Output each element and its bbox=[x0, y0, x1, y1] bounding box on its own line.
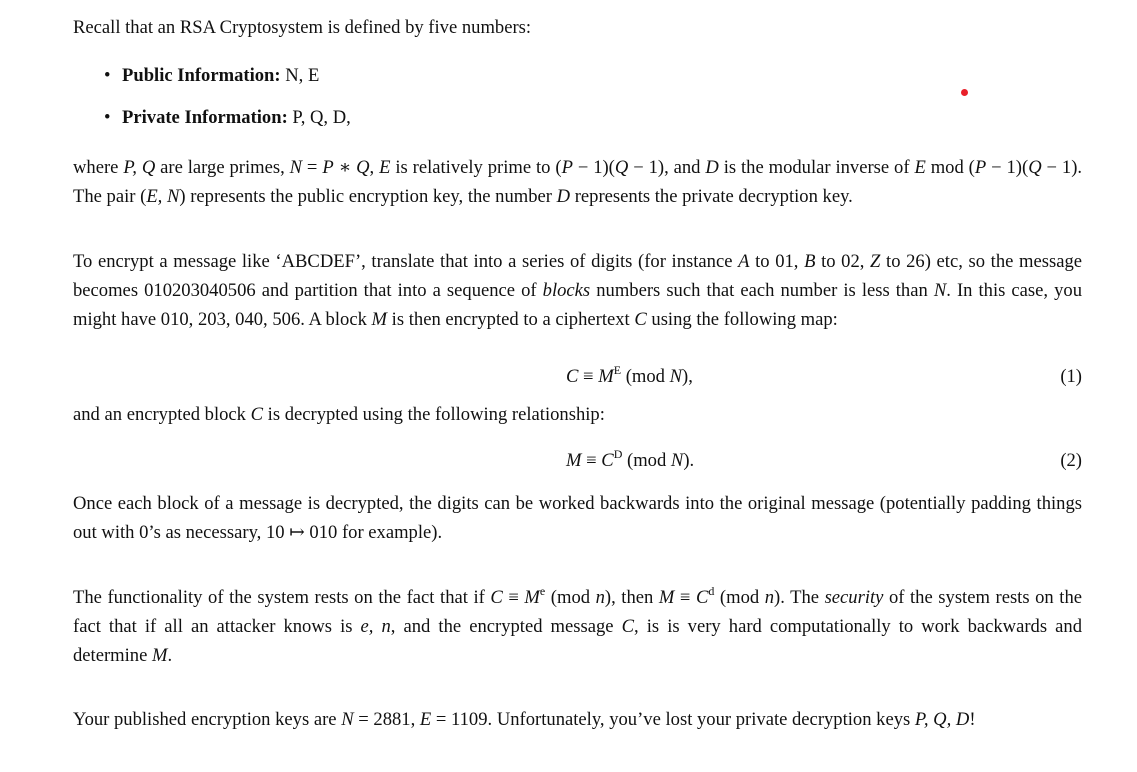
math-exponent: e bbox=[539, 584, 546, 598]
math-symbol: P, Q bbox=[123, 157, 156, 178]
bullet-value: P, Q, D, bbox=[287, 107, 351, 128]
text-run: − 1). The pair ( bbox=[73, 157, 1083, 207]
text-run: where bbox=[73, 157, 124, 178]
math-symbol: D bbox=[556, 186, 571, 207]
math-symbol: P bbox=[974, 157, 987, 178]
text-run: of the system rests on the fact that if all an attacker knows is bbox=[73, 587, 1082, 637]
text-run: − 1), and bbox=[628, 157, 706, 178]
math-symbol: P, Q, D bbox=[914, 709, 970, 730]
math-symbol: Q bbox=[356, 157, 370, 178]
bullet-public-info bbox=[104, 61, 319, 90]
text-run: To encrypt a message like ‘ABCDEF’, translate that into a series of digits (for instance bbox=[73, 251, 739, 272]
math-symbol: M bbox=[566, 450, 582, 471]
math-symbol: N bbox=[670, 450, 684, 471]
text-run: The functionality of the system rests on the fact that if bbox=[73, 587, 491, 608]
math-symbol: N bbox=[933, 280, 947, 301]
text-run: ), bbox=[682, 366, 693, 387]
math-symbol: E, N bbox=[146, 186, 180, 207]
math-symbol: A bbox=[738, 251, 750, 272]
text-run: is the modular inverse of bbox=[718, 157, 915, 178]
text-run: . bbox=[167, 645, 173, 666]
bullet-label: Private Information: bbox=[122, 107, 288, 128]
bullet-icon: • bbox=[104, 107, 111, 128]
equation-number: (2) bbox=[1060, 450, 1082, 471]
math-symbol: C bbox=[601, 450, 614, 471]
text-run: numbers such that each number is less than bbox=[590, 280, 934, 301]
paragraph-padding bbox=[73, 489, 1082, 547]
text-run: is relatively prime to ( bbox=[390, 157, 562, 178]
text-run: ), then bbox=[604, 587, 659, 608]
text-run: Recall that an RSA Cryptosystem is defined by five numbers: bbox=[73, 17, 532, 38]
text-run: to 26) etc, so the message becomes 010203040506 and partition that into a sequence of bbox=[73, 251, 1082, 301]
bullet-private-info bbox=[104, 103, 351, 132]
text-run: are large primes, bbox=[155, 157, 290, 178]
math-symbol: Q bbox=[1028, 157, 1042, 178]
math-exponent: D bbox=[613, 447, 623, 461]
math-symbol: blocks bbox=[542, 280, 591, 301]
math-symbol: C bbox=[634, 309, 647, 330]
math-symbol: E bbox=[419, 709, 432, 730]
text-run: ). bbox=[683, 450, 695, 471]
math-symbol: e, n bbox=[360, 616, 391, 637]
text-run: represents the private decryption key. bbox=[570, 186, 853, 207]
math-symbol: D bbox=[705, 157, 719, 178]
math-symbol: E bbox=[914, 157, 926, 178]
math-symbol: Q bbox=[614, 157, 629, 178]
paragraph-encryption bbox=[73, 247, 1082, 334]
paragraph-keys bbox=[73, 705, 1082, 734]
text-run: Once each block of a message is decrypted, the digits can be worked backwards into the original message (potentially padding things out with 0’s as necessary, 10 ↦ 010 for example). bbox=[73, 493, 1082, 543]
math-symbol: M bbox=[152, 645, 168, 666]
bullet-value: N, E bbox=[280, 65, 320, 86]
text-run: (mod bbox=[714, 587, 765, 608]
intro-text bbox=[73, 13, 1082, 42]
math-symbol: n bbox=[764, 587, 775, 608]
math-symbol: Z bbox=[870, 251, 881, 272]
text-run: , is is very hard computationally to work backwards and determine bbox=[73, 616, 1082, 666]
math-exponent: d bbox=[708, 584, 715, 598]
math-symbol: C bbox=[566, 366, 579, 387]
text-run: , bbox=[369, 157, 380, 178]
equation-1 bbox=[73, 362, 1082, 391]
math-symbol: B bbox=[804, 251, 816, 272]
text-run: ). The bbox=[774, 587, 825, 608]
math-symbol: n bbox=[595, 587, 605, 608]
math-symbol: C bbox=[621, 616, 635, 637]
text-run: − 1)( bbox=[572, 157, 615, 178]
text-run: ≡ bbox=[581, 450, 602, 471]
text-run: = bbox=[302, 157, 323, 178]
math-symbol: C bbox=[490, 587, 503, 608]
text-run: = 1109. Unfortunately, you’ve lost your private decryption keys bbox=[431, 709, 915, 730]
math-symbol: M bbox=[658, 587, 675, 608]
text-run: . In this case, you might have 010, 203, 040, 506. A block bbox=[73, 280, 1082, 330]
text-run: is then encrypted to a ciphertext bbox=[387, 309, 635, 330]
text-run: = 2881, bbox=[353, 709, 420, 730]
math-symbol: security bbox=[824, 587, 884, 608]
text-run: ! bbox=[969, 709, 976, 730]
paragraph-definitions bbox=[73, 153, 1082, 211]
text-run: ∗ bbox=[333, 157, 357, 178]
math-symbol: M bbox=[524, 587, 540, 608]
text-run: mod ( bbox=[925, 157, 975, 178]
text-run: and an encrypted block bbox=[73, 404, 251, 425]
red-dot-marker bbox=[961, 89, 968, 96]
equation-body bbox=[566, 362, 693, 391]
equation-number: (1) bbox=[1060, 366, 1082, 387]
text-run: (mod bbox=[621, 366, 670, 387]
math-symbol: N bbox=[669, 366, 682, 387]
text-run: , and the encrypted message bbox=[390, 616, 622, 637]
text-run: − 1)( bbox=[986, 157, 1029, 178]
equation-body bbox=[566, 446, 694, 475]
math-symbol: M bbox=[371, 309, 388, 330]
math-symbol: C bbox=[250, 404, 264, 425]
math-symbol: N bbox=[289, 157, 303, 178]
text-run: to 02, bbox=[815, 251, 871, 272]
text-run: (mod bbox=[622, 450, 671, 471]
paragraph-decryption bbox=[73, 400, 1082, 429]
equation-2 bbox=[73, 446, 1082, 475]
text-run: (mod bbox=[545, 587, 596, 608]
bullet-label: Public Information: bbox=[122, 65, 281, 86]
text-run: ≡ bbox=[674, 587, 696, 608]
text-run: using the following map: bbox=[646, 309, 838, 330]
math-symbol: N bbox=[341, 709, 354, 730]
math-symbol: P bbox=[561, 157, 573, 178]
text-run: ≡ bbox=[502, 587, 525, 608]
math-exponent: E bbox=[613, 363, 622, 377]
bullet-icon: • bbox=[104, 65, 111, 86]
math-symbol: C bbox=[695, 587, 709, 608]
text-run: to 01, bbox=[749, 251, 805, 272]
paragraph-security bbox=[73, 583, 1082, 670]
text-run: Your published encryption keys are bbox=[73, 709, 342, 730]
math-symbol: E bbox=[379, 157, 391, 178]
text-run: ≡ bbox=[578, 366, 599, 387]
math-symbol: M bbox=[598, 366, 614, 387]
text-run: ) represents the public encryption key, the number bbox=[179, 186, 557, 207]
math-symbol: P bbox=[322, 157, 334, 178]
text-run: is decrypted using the following relationship: bbox=[263, 404, 605, 425]
